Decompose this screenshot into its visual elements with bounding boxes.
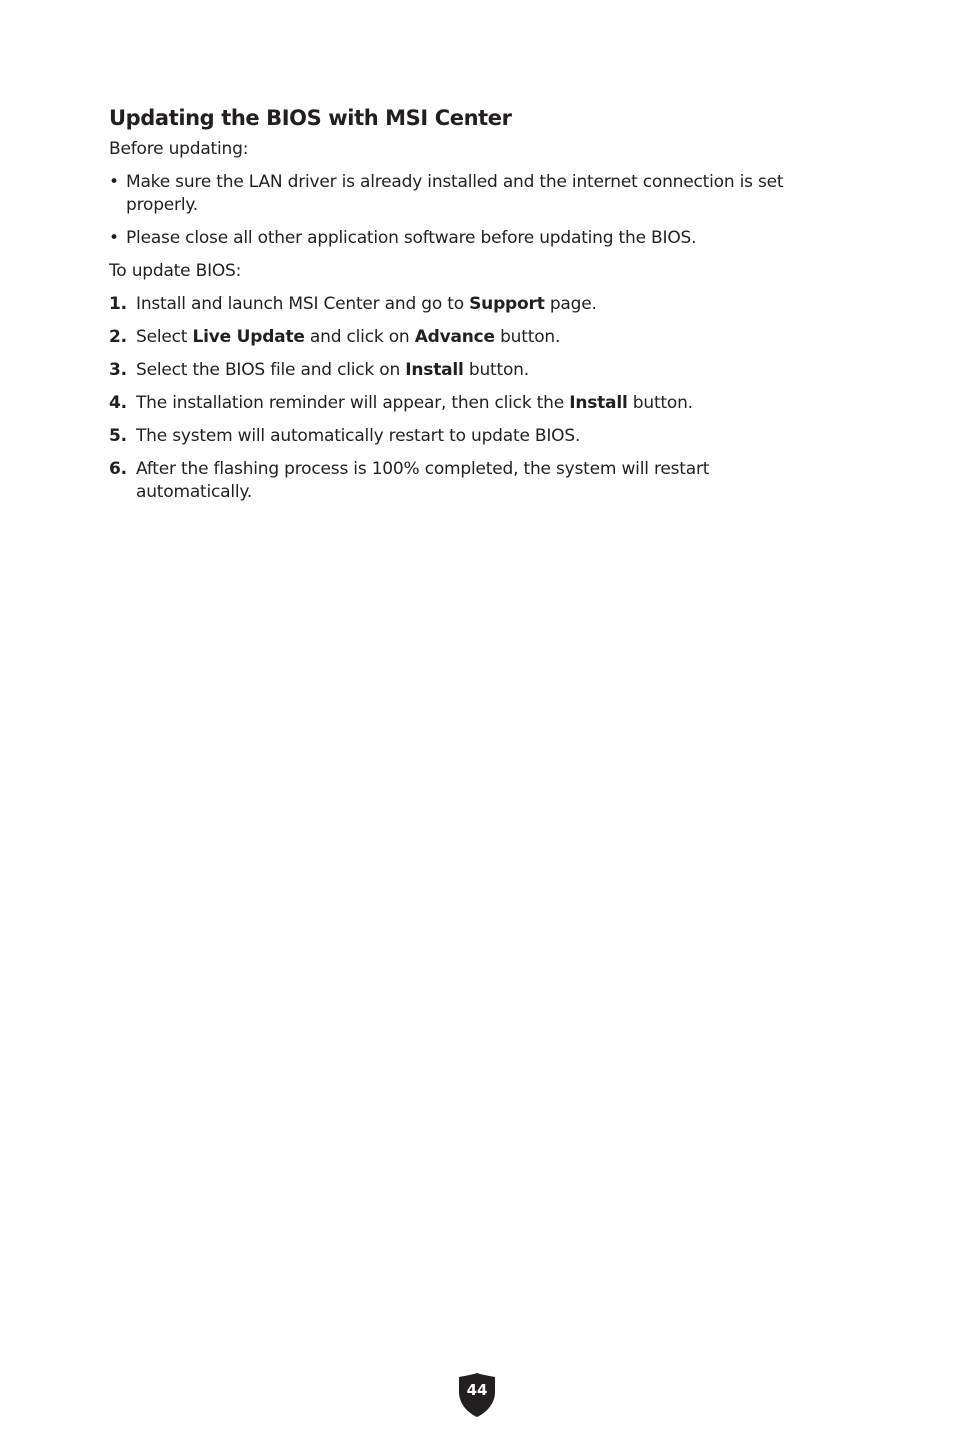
- step-bold-term: Support: [469, 294, 545, 314]
- step-text: The system will automatically restart to update BIOS.: [136, 426, 581, 446]
- step-bold-term: Install: [405, 360, 464, 380]
- step-item: [109, 425, 829, 448]
- step-bold-term: Install: [569, 393, 628, 413]
- document-page: [109, 100, 829, 514]
- section-title: Updating the BIOS with MSI Center: [109, 106, 512, 130]
- step-number: 1.: [109, 294, 127, 314]
- before-updating-label: Before updating:: [109, 139, 249, 159]
- step-number: 5.: [109, 426, 127, 446]
- bullet-text: Make sure the LAN driver is already installed and the internet connection is set properly.: [126, 172, 784, 215]
- step-text: page.: [544, 294, 597, 314]
- bullet-icon: •: [109, 172, 119, 192]
- step-text: The installation reminder will appear, then click the: [136, 393, 570, 413]
- step-text: and click on: [304, 327, 415, 347]
- step-text: button.: [627, 393, 693, 413]
- step-number: 4.: [109, 393, 127, 413]
- page-number-badge: [458, 1372, 496, 1418]
- step-item: [109, 326, 829, 349]
- step-text: button.: [494, 327, 561, 347]
- step-number: 6.: [109, 459, 127, 479]
- list-item: [109, 171, 829, 217]
- step-text: Install and launch MSI Center and go to: [136, 294, 470, 314]
- step-number: 3.: [109, 360, 127, 380]
- list-item: [109, 227, 829, 250]
- step-text: After the flashing process is 100% completed, the system will restart automatically.: [136, 459, 710, 502]
- step-bold-term: Live Update: [192, 327, 305, 347]
- prerequisite-list: [109, 171, 829, 250]
- step-item: [109, 458, 829, 504]
- step-item: [109, 359, 829, 382]
- step-text: Select the BIOS file and click on: [136, 360, 406, 380]
- to-update-label: To update BIOS:: [109, 261, 242, 281]
- step-text: Select: [136, 327, 193, 347]
- bullet-text: Please close all other application software before updating the BIOS.: [126, 228, 697, 248]
- page-number: 44: [466, 1381, 488, 1399]
- steps-list: [109, 293, 829, 504]
- step-number: 2.: [109, 327, 127, 347]
- step-item: [109, 293, 829, 316]
- bullet-icon: •: [109, 228, 119, 248]
- step-item: [109, 392, 829, 415]
- step-text: button.: [463, 360, 529, 380]
- step-bold-term: Advance: [414, 327, 495, 347]
